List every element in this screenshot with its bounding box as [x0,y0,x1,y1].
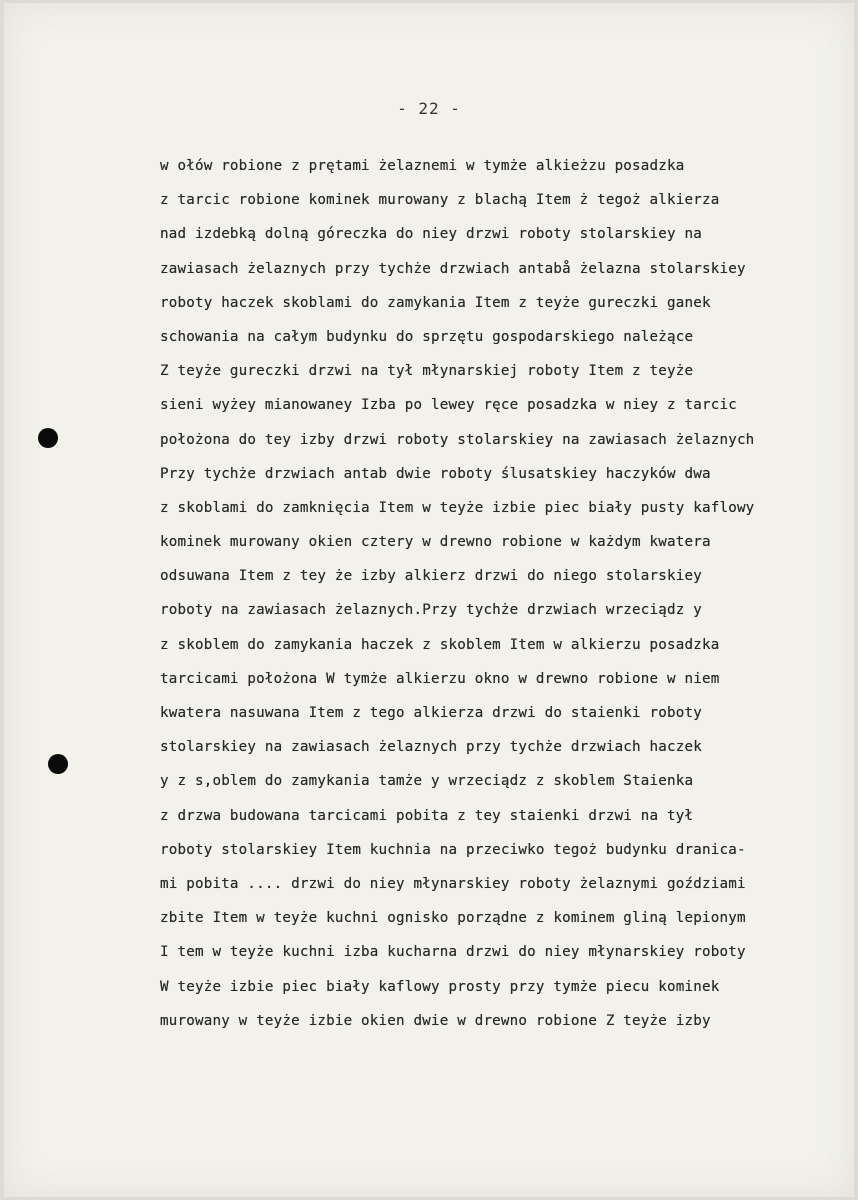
text-line: schowania na całym budynku do sprzętu gospodarskiego należące [160,328,694,345]
text-line: y z s,oblem do zamykania tamże y wrzeciądz z skoblem Staienka [160,773,694,790]
text-line: I tem w teyże kuchni izba kucharna drzwi do niey młynarskiey roboty [160,944,746,961]
text-line: z drzwa budowana tarcicami pobita z tey staienki drzwi na tył [160,807,694,824]
text-line: roboty haczek skoblami do zamykania Item z teyże gureczki ganek [160,294,711,311]
punch-hole [48,754,68,774]
text-line: odsuwana Item z tey że izby alkierz drzwi do niego stolarskiey [160,568,702,585]
text-line: Z teyże gureczki drzwi na tył młynarskiej roboty Item z teyże [160,363,694,380]
text-line: zawiasach żelaznych przy tychże drzwiach antabå żelazna stolarskiey [160,260,746,277]
text-line: tarcicami położona W tymże alkierzu okno w drewno robione w niem [160,670,720,687]
text-line: roboty na zawiasach żelaznych.Przy tychże drzwiach wrzeciądz y [160,602,702,619]
text-line: murowany w teyże izbie okien dwie w drewno robione Z teyże izby [160,1012,711,1029]
page-number: - 22 - [397,99,461,118]
text-line: Przy tychże drzwiach antab dwie roboty ślusatskiey haczyków dwa [160,465,711,482]
text-line: z skoblami do zamknięcia Item w teyże izbie piec biały pusty kaflowy [160,499,755,516]
text-line: mi pobita .... drzwi do niey młynarskiey roboty żelaznymi goździami [160,875,746,892]
text-line: stolarskiey na zawiasach żelaznych przy tychże drzwiach haczek [160,739,702,756]
text-line: zbite Item w teyże kuchni ognisko porządne z kominem gliną lepionym [160,910,746,927]
text-line: położona do tey izby drzwi roboty stolarskiey na zawiasach żelaznych [160,431,755,448]
text-line: w ołów robione z prętami żelaznemi w tymże alkieżzu posadzka [160,158,685,174]
text-line: W teyże izbie piec biały kaflowy prosty przy tymże piecu kominek [160,978,720,995]
punch-hole [38,428,58,448]
text-line: nad izdebką dolną góreczka do niey drzwi roboty stolarskiey na [160,226,702,243]
document-page [4,3,854,1197]
text-line: roboty stolarskiey Item kuchnia na przeciwko tegoż budynku dranica- [160,841,746,858]
text-line: z tarcic robione kominek murowany z blachą Item ż tegoż alkierza [160,192,720,209]
text-line: z skoblem do zamykania haczek z skoblem Item w alkierzu posadzka [160,636,720,653]
text-line: kwatera nasuwana Item z tego alkierza drzwi do staienki roboty [160,705,702,721]
typewritten-body [160,149,854,1038]
text-line: kominek murowany okien cztery w drewno robione w każdym kwatera [160,534,711,551]
text-line: sieni wyżey mianowaney Izba po lewey ręce posadzka w niey z tarcic [160,397,737,414]
